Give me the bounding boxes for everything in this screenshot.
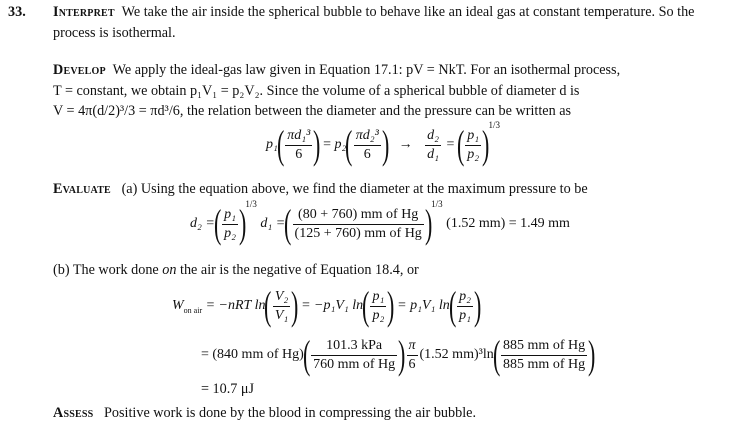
- eq3-subscript: on air: [183, 306, 203, 316]
- eq2-tail: (1.52 mm) = 1.49 mm: [446, 216, 570, 232]
- evaluate-part-a: (a) Using the equation above, we find the diameter at the maximum pressure to be: [121, 181, 588, 197]
- interpret-line-1: [53, 4, 694, 21]
- eq2-exp1: 1/3: [245, 199, 257, 209]
- eq3-v1: V₁: [274, 307, 289, 323]
- eq1-d1: d₁: [427, 146, 439, 162]
- eq2-num: (80 + 760) mm of Hg: [293, 207, 424, 225]
- eq4-num: 101.3 kPa: [311, 338, 397, 356]
- eq1-den2: 6: [363, 146, 371, 162]
- evaluate-label: Evaluate: [53, 181, 111, 197]
- develop-line-1: [53, 62, 620, 79]
- eq1-arrow: →: [398, 137, 413, 153]
- assess-text: Positive work is done by the blood in compressing the air bubble.: [104, 405, 476, 421]
- eq1-p2: p₂: [334, 137, 347, 153]
- eq4-mid: (1.52 mm)³ln: [419, 347, 494, 363]
- eq3-p1: p₁: [372, 288, 385, 304]
- interpret-label: Interpret: [53, 4, 115, 20]
- eq2-d1: d₁ =: [260, 216, 286, 232]
- work-result: = 10.7 μJ: [201, 381, 255, 397]
- equation-d2-result: d₂ =( $\frac{\text{p₁}}{\text{p₂}}$ )$^{1/3}$ d₁ =( $\frac{\text{(80 + 760) mm of Hg}}{\text{(125 + 760) mm of Hg}}$ )$^{1/3}$ (1.52 mm) = 1.49 mm: [190, 199, 570, 246]
- interpret-text-2: process is isothermal.: [53, 25, 176, 41]
- eq1-d2: d₂: [427, 127, 439, 143]
- part-b-pre: (b) The work done: [53, 262, 163, 278]
- eq3-q1: p₂: [459, 288, 471, 304]
- eq1-rp1: p₁: [467, 127, 480, 143]
- eq3-q2: p₁: [459, 307, 471, 323]
- eq1-exponent: 1/3: [488, 120, 500, 130]
- develop-text-2: T = constant, we obtain p₁V₁ = p₂V₂. Since the volume of a spherical bubble of diameter d is: [53, 83, 580, 99]
- eq2-p1: p₁: [224, 206, 237, 222]
- eq1-p1: p₁: [266, 137, 278, 153]
- eq4-den: 760 mm of Hg: [313, 356, 396, 372]
- eq3-W: W: [172, 298, 184, 314]
- develop-text-1: We apply the ideal-gas law given in Equation 17.1: pV = NkT. For an isothermal process,: [112, 62, 621, 78]
- part-b-on: on: [162, 262, 177, 278]
- eq3-t2: = −p₁V₁ ln: [301, 298, 364, 314]
- eq3-t3: = p₁V₁ ln: [397, 298, 450, 314]
- eq2-exp2: 1/3: [431, 199, 443, 209]
- eq2-den: (125 + 760) mm of Hg: [294, 225, 422, 241]
- eq4-num2: 885 mm of Hg: [501, 338, 587, 356]
- equation-pressure-diameter: p₁( $\frac{\text{πd₁³}}{6}$ ) = p₂( $\frac{\text{πd₂³}}{6}$ ) → $\frac{\text{d₂}}{\text{d₁}}$ = ( $\frac{\text{p₁}}{\text{p₂}}$ )$^{1/3}$: [266, 120, 500, 167]
- eq2-p2: p₂: [224, 225, 237, 241]
- eq2-lhs: d₂ =: [190, 216, 215, 232]
- eq3-t1: = −nRT ln: [205, 298, 266, 314]
- part-b-line: [53, 262, 419, 279]
- eq3-v2: V₂: [274, 288, 289, 304]
- assess-label: Assess: [53, 405, 94, 421]
- interpret-text: We take the air inside the spherical bubble to behave like an ideal gas at constant temperature. So the: [121, 4, 695, 20]
- eq1-num2: πd₂³: [355, 127, 379, 143]
- assess-line: [53, 405, 476, 422]
- eq1-den1: 6: [295, 146, 303, 162]
- eq4-pi: π: [408, 337, 416, 353]
- equation-work: $W_{on air} = -nRT$ ln( $\frac{\text{V₂}}{\text{V₁}}$ ) = −p₁V₁ ln( $\frac{\text{p₁}}{\text{p₂}}$ ) = p₁V₁ ln( $\frac{\text{p₂}}{\text{p₁}}$ ): [172, 283, 482, 328]
- develop-label: Develop: [53, 62, 106, 78]
- equation-work-numeric: = (840 mm of Hg)( $\frac{\text{101.3 kPa}}{\text{760 mm of Hg}}$ ) $\frac{\pi}{6}$ (1.52 mm)³ln( $\frac{\text{885 mm of Hg}}{\text{885 mm of Hg}}$ ): [201, 332, 596, 377]
- evaluate-line: [53, 181, 588, 198]
- develop-text-3: V = 4π(d/2)³/3 = πd³/6, the relation between the diameter and the pressure can be written as: [53, 103, 572, 119]
- part-b-post: the air is the negative of Equation 18.4, or: [176, 262, 419, 278]
- eq4-six: 6: [408, 356, 416, 372]
- eq3-p2: p₂: [372, 307, 385, 323]
- eq4-pre: = (840 mm of Hg): [201, 347, 304, 363]
- eq4-den2: 885 mm of Hg: [503, 356, 586, 372]
- problem-number: 33.: [8, 4, 26, 20]
- eq1-num1: πd₁³: [287, 127, 311, 143]
- eq1-rp2: p₂: [467, 146, 480, 162]
